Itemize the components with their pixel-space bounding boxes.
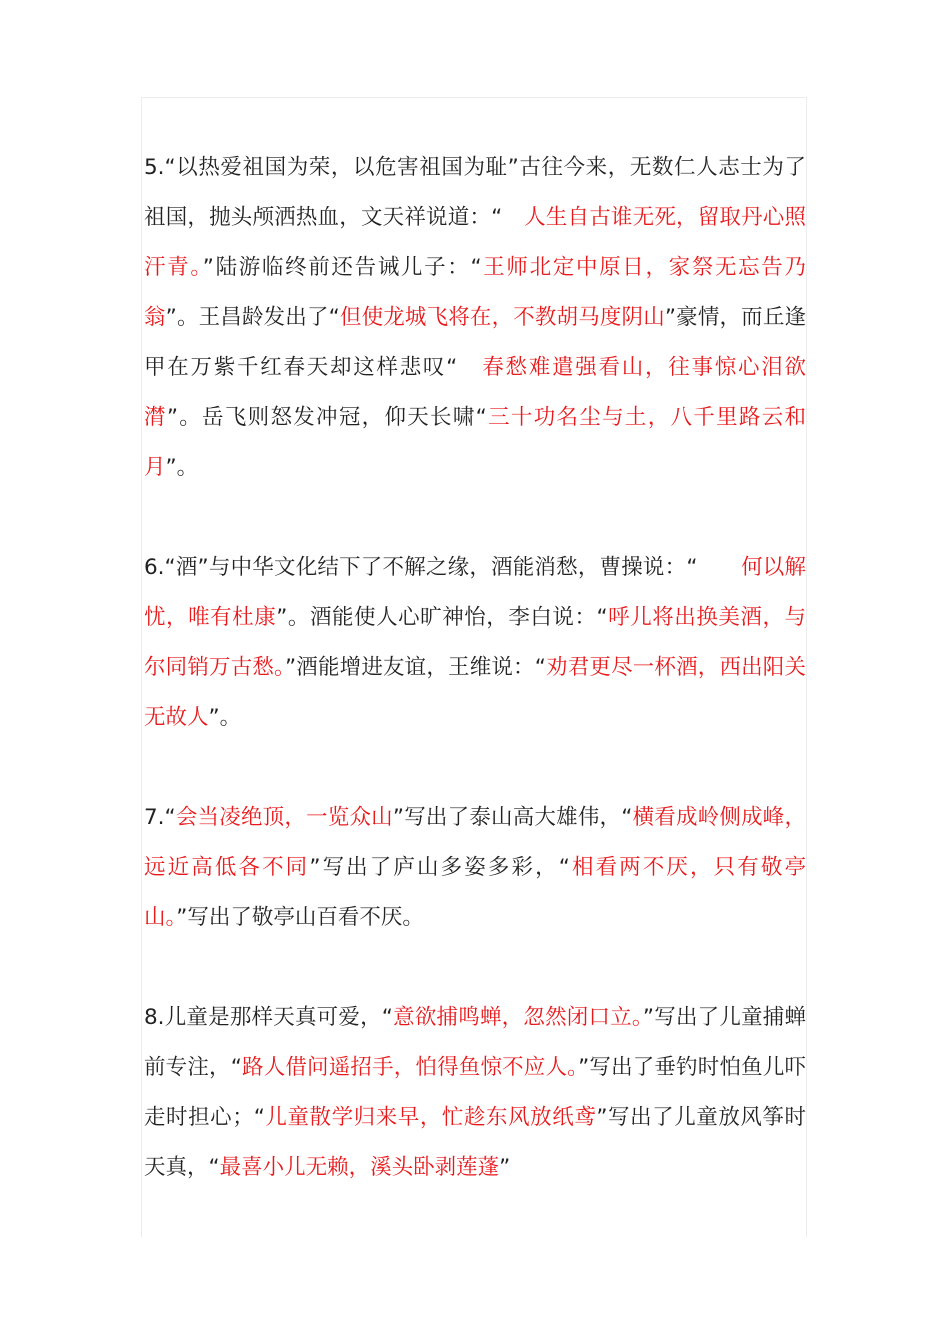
answer-segment: 何以解忧，唯有杜康 <box>144 555 806 630</box>
text-segment: ”陆游临终前还告诫儿子：“ <box>202 255 482 280</box>
text-segment: 7.“ <box>144 805 176 830</box>
answer-segment: 会当凌绝顶，一览众山 <box>175 805 393 830</box>
text-segment: ”。 <box>165 455 199 480</box>
answer-segment: 春愁难遣强看山，往事惊心泪欲潸 <box>144 355 806 430</box>
paragraph-5 <box>144 143 806 493</box>
text-segment: 6.“酒”与中华文化结下了不解之缘，酒能消愁，曹操说：“ <box>144 555 742 580</box>
document-body <box>144 143 806 1193</box>
answer-segment: 三十功名尘与土，八千里路云和月 <box>144 405 806 480</box>
paragraph-8 <box>144 993 806 1193</box>
text-segment: ”。王昌龄发出了“ <box>165 305 340 330</box>
answer-segment: 王师北定中原日，家祭无忘告乃翁 <box>144 255 806 330</box>
answer-segment: 意欲捕鸣蝉，忽然闭口立。 <box>392 1005 643 1030</box>
paragraph-6 <box>144 543 806 743</box>
answer-segment: 儿童散学归来早，忙趁东风放纸鸢 <box>264 1105 597 1130</box>
text-segment: 5.“以热爱祖国为荣，以危害祖国为耻”古往今来，无数仁人志士为了祖国，抛头颅洒热血，文天祥说道：“ <box>144 155 806 230</box>
answer-segment: 最喜小儿无赖，溪头卧剥莲蓬 <box>219 1155 500 1180</box>
text-segment: 8.儿童是那样天真可爱，“ <box>144 1005 393 1030</box>
answer-segment: 但使龙城飞将在，不教胡马度阴山 <box>339 305 665 330</box>
text-segment: ”。酒能使人心旷神怡，李白说：“ <box>276 605 608 630</box>
text-segment: ”。 <box>208 705 242 730</box>
text-segment: ”写出了敬亭山百看不厌。 <box>176 905 424 930</box>
text-segment: ”豪情，而丘逢甲在万紫千红春天却这样悲叹“ <box>144 305 806 380</box>
text-segment: ”写出了垂钓时怕鱼儿吓走时担心；“ <box>144 1055 806 1130</box>
text-segment: ” <box>499 1155 511 1180</box>
text-segment: ”写出了庐山多姿多彩，“ <box>309 855 570 880</box>
text-segment: ”写出了泰山高大雄伟，“ <box>392 805 633 830</box>
paragraph-7 <box>144 793 806 943</box>
text-segment: ”酒能增进友谊，王维说：“ <box>284 655 546 680</box>
answer-segment: 横看成岭侧成峰，远近高低各不同 <box>144 805 806 880</box>
answer-segment: 相看两不厌，只有敬亭山。 <box>144 855 806 930</box>
answer-segment: 路人借问遥招手，怕得鱼惊不应人。 <box>241 1055 579 1080</box>
answer-segment: 呼儿将出换美酒，与尔同销万古愁。 <box>144 605 806 680</box>
text-segment: ”写出了儿童捕蝉前专注，“ <box>144 1005 806 1080</box>
answer-segment: 劝君更尽一杯酒，西出阳关无故人 <box>144 655 806 730</box>
answer-segment: 人生自古谁无死，留取丹心照汗青。 <box>144 205 806 280</box>
text-segment: ”。岳飞则怒发冲冠，仰天长啸“ <box>166 405 487 430</box>
text-segment: ”写出了儿童放风筝时天真，“ <box>144 1105 806 1180</box>
